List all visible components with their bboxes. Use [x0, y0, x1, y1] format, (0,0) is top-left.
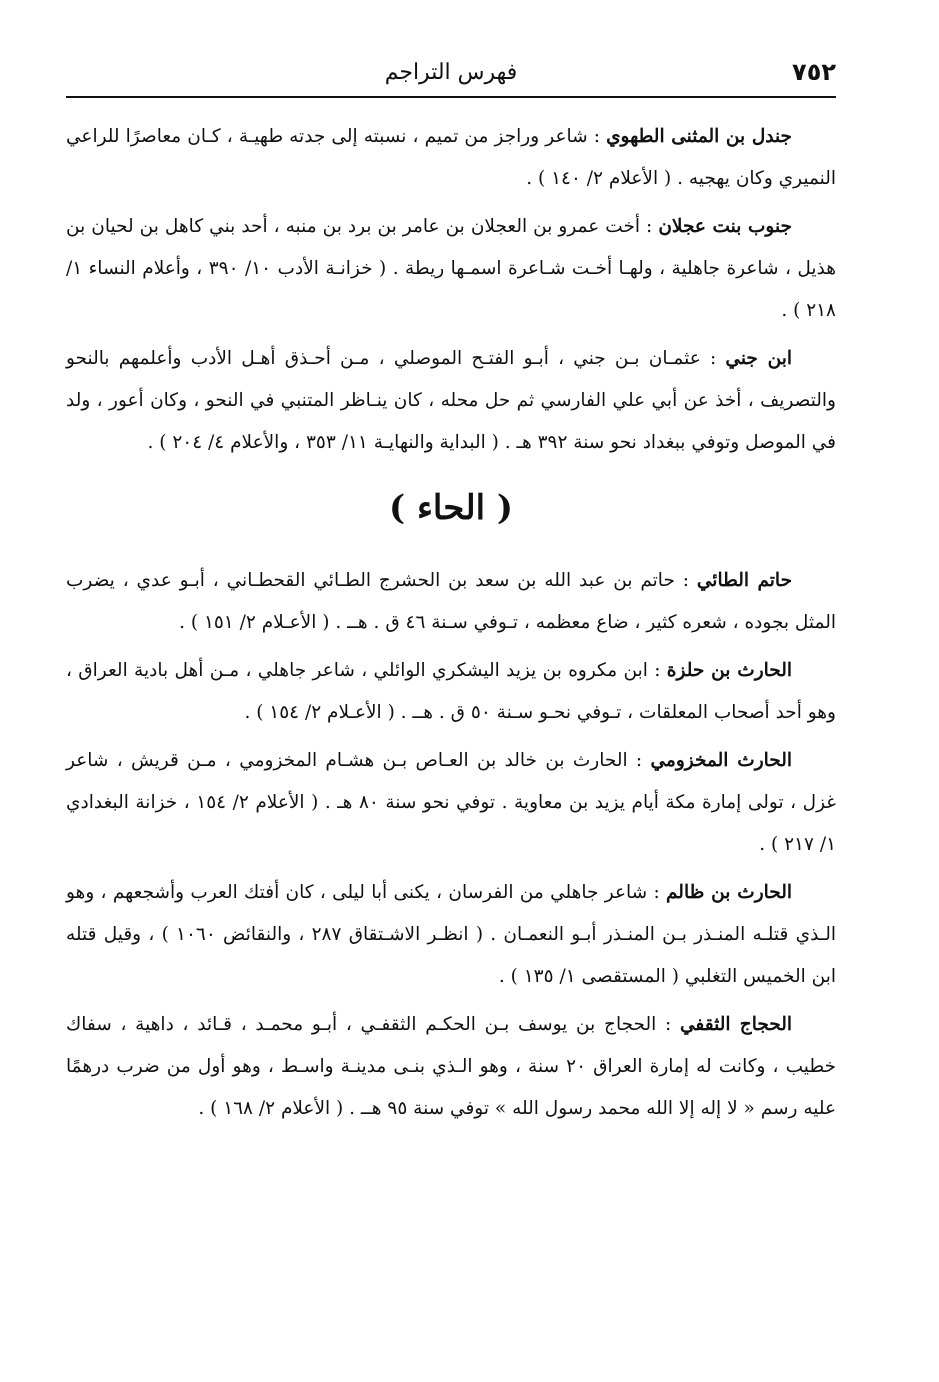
entry-name: جنوب بنت عجلان — [658, 216, 792, 237]
entry-name: الحارث بن ظالم — [666, 882, 792, 903]
entry-name: جندل بن المثنى الطهوي — [606, 126, 792, 147]
entry-text: : شاعر وراجز من تميم ، نسبته إلى جدته طهيـة ، كـان معاصرًا للراعي النميري وكان يهجيه . ( الأعلام ٢/ ١٤٠ ) . — [66, 126, 836, 189]
biography-entry — [66, 1004, 836, 1130]
book-page — [66, 56, 836, 1336]
biography-entry — [66, 740, 836, 866]
biography-entry — [66, 650, 836, 734]
entry-name: حاتم الطائي — [696, 570, 793, 591]
biography-list — [66, 116, 836, 1130]
section-heading: ( الحاء ) — [389, 488, 513, 528]
biography-entry — [66, 560, 836, 644]
biography-entry — [66, 116, 836, 200]
entry-name: الحارث بن حلزة — [666, 660, 792, 681]
entry-text: : الحجاج بن يوسف بـن الحكـم الثقفـي ، أبـو محمـد ، قـائد ، داهية ، سفاك خطيب ، وكانت له إمارة العراق ٢٠ سنة ، وهو الـذي بنـى مدينـة واسـط ، وهو أول من ضرب درهمًا عليه رسم « لا إله إلا الله محمد رسول الله » توفي سنة ٩٥ هــ . ( الأعلام ٢/ ١٦٨ ) . — [66, 1014, 836, 1119]
biography-entry — [66, 338, 836, 464]
entry-text: : حاتم بن عبد الله بن سعد بن الحشرج الطـائي القحطـاني ، أبـو عدي ، يضرب المثل بجوده ، شعره كثير ، ضاع معظمه ، تـوفي سـنة ٤٦ ق . هــ . ( الأعـلام ٢/ ١٥١ ) . — [66, 570, 836, 633]
entry-text: : عثمـان بـن جني ، أبـو الفتـح الموصلي ، مـن أحـذق أهـل الأدب وأعلمهم بالنحو والتصريف ، أخذ عن أبي علي الفارسي ثم حل محله ، كان ينـاظر المتنبي في النحو ، وكان أعور ، ولد في الموصل وتوفي ببغداد نحو سنة ٣٩٢ هـ . ( البداية والنهايـة ١١/ ٣٥٣ ، والأعلام ٤/ ٢٠٤ ) . — [66, 348, 836, 453]
entry-text: : أخت عمرو بن العجلان بن عامر بن برد بن منبه ، أحد بني كاهل بن لحيان بن هذيل ، شاعرة جاهلية ، ولهـا أخـت شـاعرة اسمـها ريطة . ( خزانـة الأدب ١٠/ ٣٩٠ ، وأعلام النساء ١/ ٢١٨ ) . — [66, 216, 836, 321]
entry-name: الحجاج الثقفي — [679, 1014, 792, 1035]
biography-entry — [66, 872, 836, 998]
entry-text: : الحارث بن خالد بن العـاص بـن هشـام المخزومي ، مـن قريش ، شاعر غزل ، تولى إمارة مكة أيام يزيد بن معاوية . توفي نحو سنة ٨٠ هـ . ( الأعلام ٢/ ١٥٤ ، خزانة البغدادي ١/ ٢١٧ ) . — [66, 750, 836, 855]
entry-text: : ابن مكروه بن يزيد اليشكري الوائلي ، شاعر جاهلي ، مـن أهل بادية العراق ، وهو أحد أصحاب المعلقات ، تـوفي نحـو سـنة ٥٠ ق . هــ . ( الأعـلام ٢/ ١٥٤ ) . — [66, 660, 836, 723]
entry-text: : شاعر جاهلي من الفرسان ، يكنى أبا ليلى ، كان أفتك العرب وأشجعهم ، وهو الـذي قتلـه المنـذر بـن المنـذر أبـو النعمـان . ( انظـر الاشـتقاق ٢٨٧ ، والنقائض ١٠٦٠ ) ، وقيل قتله ابن الخميس التغلبي ( المستقصى ١/ ١٣٥ ) . — [66, 882, 836, 987]
entry-name: الحارث المخزومي — [650, 750, 793, 771]
page-header — [66, 56, 836, 98]
biography-entry — [66, 206, 836, 332]
entry-name: ابن جني — [725, 348, 792, 369]
page-number: ٧٥٢ — [792, 58, 836, 86]
running-title: فهرس التراجم — [384, 60, 518, 85]
